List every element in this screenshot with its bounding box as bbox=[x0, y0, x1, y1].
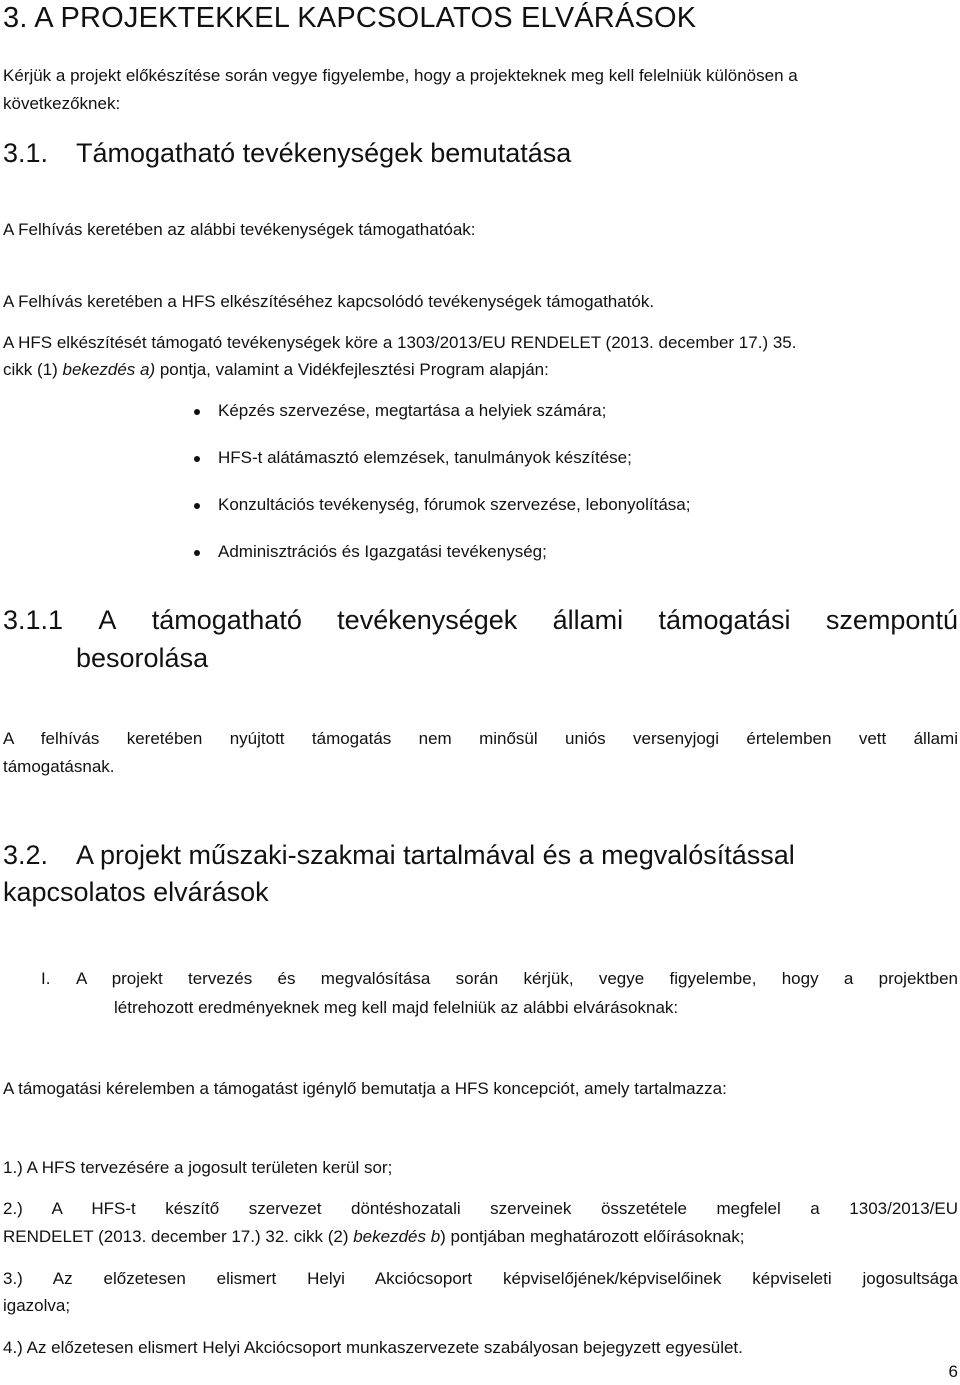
section-3-1-paragraph-1: A Felhívás keretében az alábbi tevékenységek támogathatóak: bbox=[3, 220, 476, 239]
bullet-text: Konzultációs tevékenység, fórumok szervezése, lebonyolítása; bbox=[218, 495, 691, 514]
bullet-icon bbox=[194, 409, 200, 415]
section-3-1-paragraph-2: A Felhívás keretében a HFS elkészítéséhez kapcsolódó tevékenységek támogathatók. bbox=[3, 292, 655, 311]
section-3-1-title: Támogatható tevékenységek bemutatása bbox=[76, 138, 572, 168]
section-3-2-item-line-1: A projekt tervezés és megvalósítása során kérjük, vegye figyelembe, hogy a projektben bbox=[76, 969, 958, 988]
paragraph-text: cikk (1) bbox=[3, 360, 63, 379]
section-3-1-number: 3.1. bbox=[3, 138, 49, 168]
heading-word: támogatható bbox=[151, 605, 302, 635]
bullet-item bbox=[191, 447, 690, 494]
requirement-2-line-1: 2.) A HFS-t készítő szervezet döntéshozatali szerveinek összetétele megfelel a 1303/2013/EU bbox=[3, 1199, 958, 1218]
requirement-3-line-1: 3.) Az előzetesen elismert Helyi Akciócsoport képviselőjének/képviselőinek képviseleti jogosultsága bbox=[3, 1269, 958, 1288]
section-3-1-1-number: 3.1.1 bbox=[3, 605, 64, 635]
document-page bbox=[3, 0, 958, 1385]
section-3-1-paragraph-3-line-2 bbox=[3, 356, 549, 384]
requirement-1: 1.) A HFS tervezésére a jogosult területen kerül sor; bbox=[3, 1158, 393, 1177]
heading-word: tevékenységek bbox=[337, 605, 518, 635]
page-number: 6 bbox=[948, 1362, 958, 1381]
activities-bullet-list bbox=[191, 400, 690, 588]
section-3-1-1-heading bbox=[3, 605, 958, 636]
requirement-2-line-2 bbox=[3, 1223, 744, 1251]
requirement-3-line-2: igazolva; bbox=[3, 1296, 71, 1315]
bullet-icon bbox=[194, 550, 200, 556]
section-3-2-title-line-1: A projekt műszaki-szakmai tartalmával és a megvalósítással bbox=[76, 840, 795, 870]
bullet-item bbox=[191, 494, 690, 541]
heading-word: állami bbox=[552, 605, 624, 635]
bullet-icon bbox=[194, 456, 200, 462]
bullet-item bbox=[191, 400, 690, 447]
bullet-text: Adminisztrációs és Igazgatási tevékenység; bbox=[218, 542, 547, 561]
bullet-text: HFS-t alátámasztó elemzések, tanulmányok készítése; bbox=[218, 448, 632, 467]
section-3-1-1-paragraph-line-2: támogatásnak. bbox=[3, 757, 115, 776]
section-3-2-title-line-2: kapcsolatos elvárások bbox=[3, 877, 269, 907]
bullet-item bbox=[191, 541, 690, 588]
heading-word: szempontú bbox=[825, 605, 958, 635]
paragraph-italic-text: bekezdés a) bbox=[62, 360, 156, 379]
section-3-2-request-paragraph: A támogatási kérelemben a támogatást igénylő bemutatja a HFS koncepciót, amely tartalmazza: bbox=[3, 1079, 727, 1098]
section-3-2-item-line-2: létrehozott eredményeknek meg kell majd felelniük az alábbi elvárásoknak: bbox=[114, 998, 679, 1017]
section-3-1-1-title-line-2: besorolása bbox=[76, 643, 209, 673]
section-3-1-paragraph-3-line-1: A HFS elkészítését támogató tevékenységek köre a 1303/2013/EU RENDELET (2013. december 17.) 35. bbox=[3, 333, 797, 352]
paragraph-italic-text: bekezdés b bbox=[353, 1227, 441, 1246]
paragraph-text: RENDELET (2013. december 17.) 32. cikk (2) bbox=[3, 1227, 354, 1246]
bullet-text: Képzés szervezése, megtartása a helyiek számára; bbox=[218, 401, 607, 420]
paragraph-text: pontja, valamint a Vidékfejlesztési Program alapján: bbox=[155, 360, 549, 379]
section-3-2-number: 3.2. bbox=[3, 840, 49, 870]
section-3-intro-line-2: következőknek: bbox=[3, 94, 121, 113]
section-3-1-1-paragraph-line-1: A felhívás keretében nyújtott támogatás nem minősül uniós versenyjogi értelemben vett állami bbox=[3, 729, 958, 748]
section-3-2-item-marker: I. bbox=[41, 969, 51, 988]
bullet-icon bbox=[194, 503, 200, 509]
heading-word: támogatási bbox=[658, 605, 791, 635]
paragraph-text: ) pontjában meghatározott előírásoknak; bbox=[440, 1227, 745, 1246]
section-3-heading: 3. A PROJEKTEKKEL KAPCSOLATOS ELVÁRÁSOK bbox=[3, 2, 697, 34]
requirement-4: 4.) Az előzetesen elismert Helyi Akciócsoport munkaszervezete szabályosan bejegyzett egyesület. bbox=[3, 1338, 743, 1357]
heading-word: A bbox=[98, 605, 117, 635]
section-3-intro-line-1: Kérjük a projekt előkészítése során vegye figyelembe, hogy a projekteknek meg kell felelniük különösen a bbox=[3, 66, 798, 85]
